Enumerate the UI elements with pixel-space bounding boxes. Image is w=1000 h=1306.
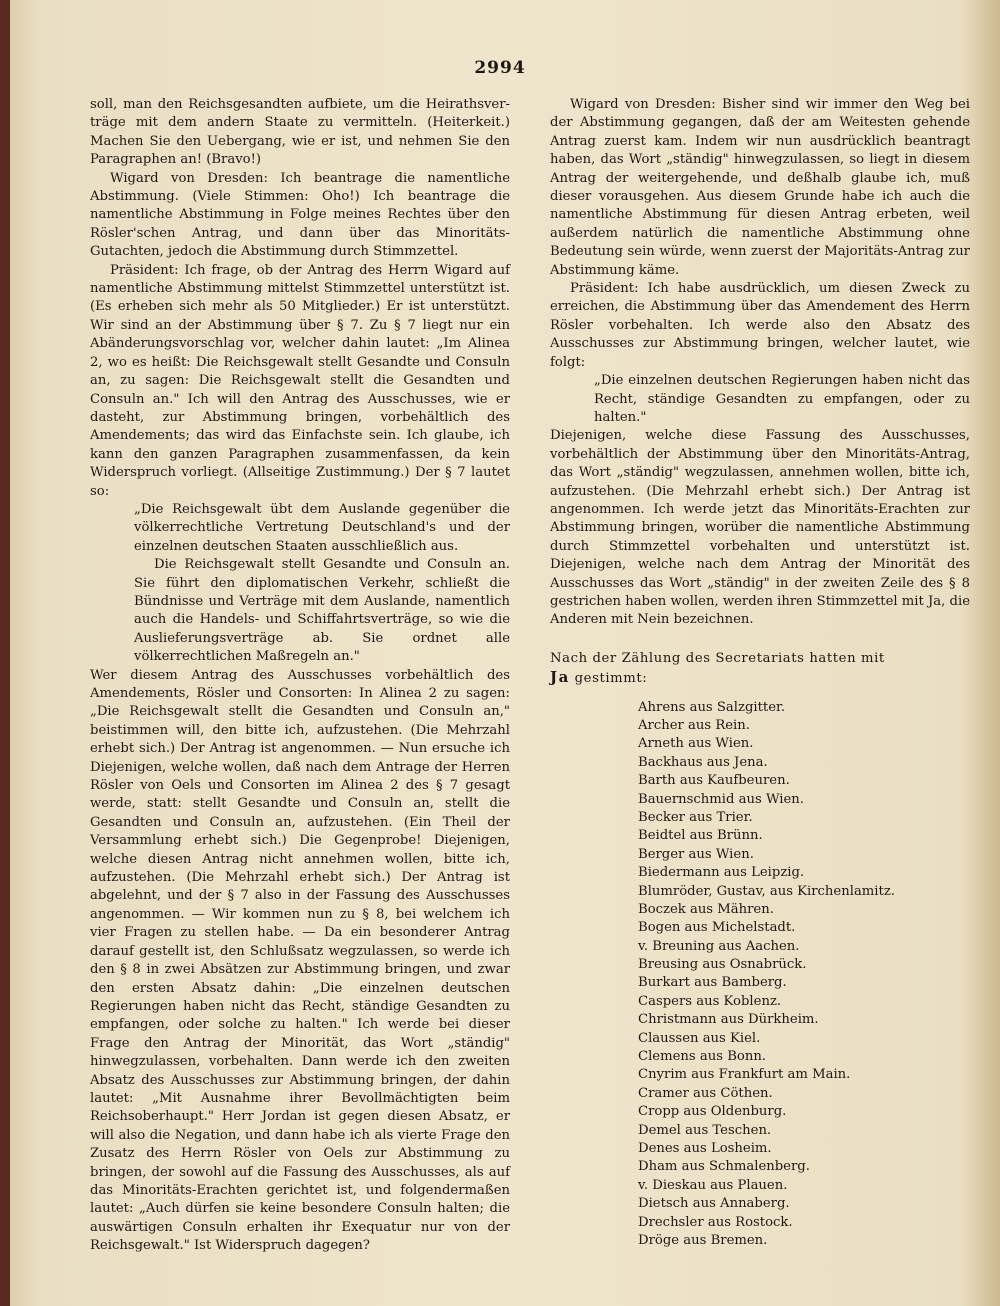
tally-heading <box>550 650 970 689</box>
quoted-text: „Die Reichsgewalt übt dem Auslande gegenüber die völkerrechtliche Vertretung Deutschland's und der einzelnen deutschen Staaten ausschließlich aus. <box>134 501 510 554</box>
paragraph-praesident: Präsident: Ich frage, ob der Antrag des Herrn Wigard auf namentliche Abstimmung mittelst Stimmzettel unterstützt ist. (Es erheben sich mehr als 50 Mitglieder.) Er ist unterstützt. Wir sind an der Abstimmung über § 7. Zu § 7 liegt nur ein Abänderungsvorschlag vor, welcher dahin lautet: „Im Alinea 2, wo es heißt: Die Reichsgewalt stellt Gesandte und Consuln an, zu sagen: Die Reichsgewalt stellt die Gesandten und Consuln an." Ich will den Antrag des Ausschusses, wie er dasteht, zur Abstimmung bringen, vorbehältlich des Amendements; das wird das Einfachste sein. Ich glaube, ich kann den ganzen Paragraphen zusammenfassen, da kein Widerspruch vorliegt. (Allseitige Zustimmung.) Der § 7 lautet so: <box>90 262 510 499</box>
tally-end: gestimmt: <box>574 671 648 687</box>
paragraph-wigard: Wigard von Dresden: Bisher sind wir immer den Weg bei der Abstimmung gegangen, daß der am Weitesten gehende Antrag zuerst kam. Indem wir nun ausdrücklich beantragt haben, das Wort „ständig" hinwegzulassen, so liegt in diesem Antrag der weitergehende, und deßhalb glaube ich, muß dieser vorausgehen. Aus diesem Grunde habe ich auch die namentliche Abstimmung für diesen Antrag erbeten, weil außerdem natürlich die namentliche Abstimmung ohne Bedeutung sein würde, wenn zuerst der Majoritäts-Antrag zur Abstimmung käme. <box>550 97 970 278</box>
list-item: Breusing aus Osnabrück. <box>638 957 807 973</box>
list-item: Burkart aus Bamberg. <box>638 975 787 991</box>
list-item: Becker aus Trier. <box>638 809 753 825</box>
list-item: Denes aus Losheim. <box>638 1140 772 1156</box>
list-item: Cropp aus Oldenburg. <box>638 1104 787 1120</box>
list-item: Cnyrim aus Frankfurt am Main. <box>638 1067 851 1083</box>
tally-ja: Ja <box>550 668 570 687</box>
quoted-text: „Die einzelnen deutschen Regierungen haben nicht das Recht, ständige Gesandten zu empfangen, oder zu halten." <box>594 373 970 425</box>
list-item: Drechsler aus Rostock. <box>638 1214 793 1230</box>
list-item: Beidtel aus Brünn. <box>638 828 763 844</box>
list-item: Dham aus Schmalenberg. <box>638 1159 810 1175</box>
list-item: Archer aus Rein. <box>638 717 750 733</box>
right-column <box>550 96 970 1250</box>
paragraph: Diejenigen, welche diese Fassung des Ausschusses, vorbehältlich der Abstimmung über den Minoritäts-Antrag, das Wort „ständig" wegzulassen, annehmen wollen, bitte ich, aufzustehen. (Die Mehrzahl erhebt sich.) Der Antrag ist angenommen. Ich werde jetzt das Minoritäts-Erachten zur Abstimmung bringen, worüber die namentliche Abstimmung durch Stimmzettel vorbehalten und unterstützt ist. Diejenigen, welche nach dem Antrag der Minorität des Ausschusses das Wort „ständig" in der zweiten Zeile des § 8 gestrichen haben wollen, werden ihren Stimmzettel mit Ja, die Anderen mit Nein bezeichnen. <box>550 428 971 628</box>
list-item: v. Dieskau aus Plauen. <box>638 1177 788 1193</box>
list-item: Christmann aus Dürkheim. <box>638 1012 819 1028</box>
names-list <box>638 699 970 1251</box>
list-item: Barth aus Kaufbeuren. <box>638 773 790 789</box>
list-item: Arneth aus Wien. <box>638 736 754 752</box>
paragraph-wigard: Wigard von Dresden: Ich beantrage die namentliche Abstimmung. (Viele Stimmen: Oho!) Ich beantrage die namentliche Abstimmung in Folge meines Rechtes über den Rösler'schen Antrag, und dann über das Minoritäts-Gutachten, jedoch die Abstimmung durch Stimmzettel. <box>90 170 510 260</box>
list-item: Berger aus Wien. <box>638 846 754 862</box>
paragraph: Wer diesem Antrag des Ausschusses vorbehältlich des Amendements, Rösler und Consorten: In Alinea 2 zu sagen: „Die Reichsgewalt stellt die Gesandten und Consuln an," beistimmen will, den bitte ich, aufzustehen. (Die Mehrzahl erhebt sich.) Der Antrag ist angenommen. — Nun ersuche ich Diejenigen, welche wollen, daß nach dem Antrage der Herren Rösler von Oels und Consorten im Alinea 2 des § 7 gesagt werde, statt: stellt Gesandte und Consuln an, stellt die Gesandten und Consuln an, aufzustehen. (Ein Theil der Versammlung erhebt sich.) Die Gegenprobe! Diejenigen, welche diesen Antrag nicht annehmen wollen, bitte ich, aufzustehen. (Die Mehrzahl erhebt sich.) Der Antrag ist abgelehnt, und der § 7 also in der Fassung des Ausschusses angenommen. — Wir kommen nun zu § 8, bei welchem ich vier Fragen zu stellen habe. — Da ein besonderer Antrag darauf gestellt ist, den Schlußsatz wegzulassen, so werde ich den § 8 in zwei Absätzen zur Abstimmung bringen, und zwar den ersten Absatz dahin: „Die einzelnen deutschen Regierungen haben nicht das Recht, ständige Gesandten zu empfangen, oder solche zu halten." Ich werde bei dieser Frage den Antrag der Minorität, das Wort „ständig" hinwegzulassen, vorbehalten. Dann werde ich den zweiten Absatz des Ausschusses zur Abstimmung bringen, der dahin lautet: „Mit Ausnahme ihrer Bevollmächtigten beim Reichsoberhaupt." Herr Jordan ist gegen diesen Absatz, er will also die Negation, und dann habe ich als vierte Frage den Zusatz des Herrn Rösler von Oels zur Abstimmung zu bringen, der sowohl auf die Fassung des Ausschusses, als auf das Minoritäts-Erachten gerichtet ist, und folgendermaßen lautet: „Auch dürfen sie keine besondere Consuln halten; die auswärtigen Consuln erhalten ihr Exequatur nur von der Reichsgewalt." Ist Widerspruch dagegen? <box>90 667 510 1254</box>
book-spine <box>0 0 10 1306</box>
list-item: Cramer aus Cöthen. <box>638 1085 773 1101</box>
quoted-text: Die Reichsgewalt stellt Gesandte und Consuln an. Sie führt den diplomatischen Verkehr, schließt die Bündnisse und Verträge mit dem Auslande, namentlich auch die Handels- und Schiffahrtsverträge, so wie die Auslieferungsverträge ab. Sie ordnet alle völkerrechtlichen Maßregeln an." <box>134 557 510 665</box>
list-item: Ahrens aus Salzgitter. <box>638 699 786 715</box>
list-item: Backhaus aus Jena. <box>638 754 768 770</box>
list-item: Dietsch aus Annaberg. <box>638 1196 790 1212</box>
paragraph: soll, man den Reichsgesandten aufbiete, um die Heirathsver-träge mit dem andern Staate zu vermitteln. (Heiterkeit.) Machen Sie den Uebergang, wie er ist, und nehmen Sie den Paragraphen an! (Bravo!) <box>90 97 510 168</box>
page-number: 2994 <box>474 58 526 78</box>
list-item: Dröge aus Bremen. <box>638 1232 768 1248</box>
list-item: Caspers aus Koblenz. <box>638 993 782 1009</box>
list-item: Bauernschmid aus Wien. <box>638 791 804 807</box>
list-item: Claussen aus Kiel. <box>638 1030 761 1046</box>
left-column <box>90 96 510 1256</box>
list-item: Demel aus Teschen. <box>638 1122 772 1138</box>
list-item: Boczek aus Mähren. <box>638 901 774 917</box>
list-item: Biedermann aus Leipzig. <box>638 865 805 881</box>
list-item: Blumröder, Gustav, aus Kirchenlamitz. <box>638 883 895 899</box>
paragraph-praesident: Präsident: Ich habe ausdrücklich, um diesen Zweck zu erreichen, die Abstimmung über das Amendement des Herrn Rösler vorbehalten. Ich werde also den Absatz des Ausschusses zur Abstimmung bringen, welcher lautet, wie folgt: <box>550 281 970 370</box>
tally-intro: Nach der Zählung des Secretariats hatten mit <box>550 650 885 666</box>
list-item: v. Breuning aus Aachen. <box>638 938 800 954</box>
list-item: Clemens aus Bonn. <box>638 1049 766 1065</box>
list-item: Bogen aus Michelstadt. <box>638 920 796 936</box>
